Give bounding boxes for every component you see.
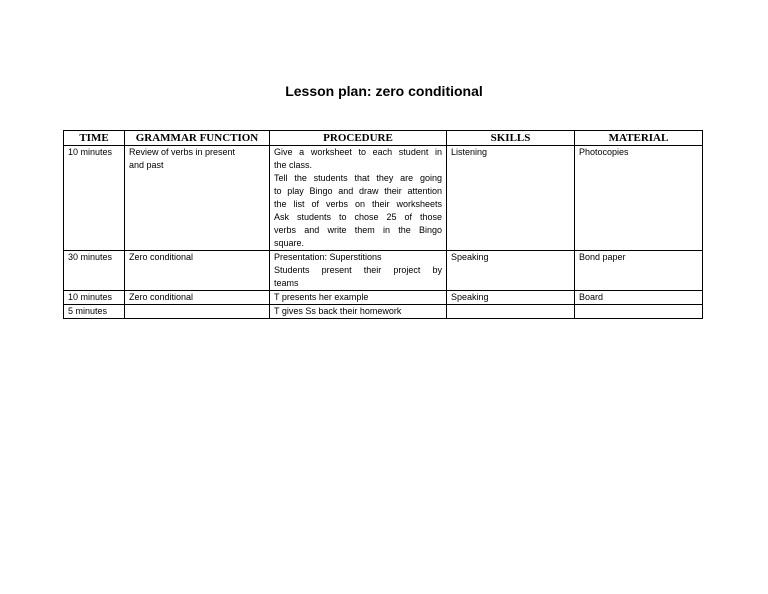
page-title: Lesson plan: zero conditional [285,83,483,99]
cell-skills: Speaking [447,291,575,305]
table-row [64,251,703,291]
cell-procedure [270,305,447,319]
cell-material [575,305,703,319]
cell-grammar-function [125,146,270,251]
header-procedure: PROCEDURE [270,131,447,146]
cell-material: Board [575,291,703,305]
cell-material: Bond paper [575,251,703,291]
procedure-line: teams [274,278,299,288]
table-row [64,146,703,251]
cell-skills: Listening [447,146,575,251]
header-skills: SKILLS [447,131,575,146]
procedure-line: to play Bingo and draw their attention [274,186,442,196]
table-row [64,305,703,319]
cell-procedure [270,251,447,291]
procedure-line: verbs and write them in the Bingo [274,225,442,235]
procedure-line: the class. [274,160,313,170]
procedure-line: T gives Ss back their homework [274,306,402,316]
cell-time: 10 minutes [64,291,125,305]
function-line: Zero conditional [129,292,194,302]
cell-skills: Speaking [447,251,575,291]
table-header-row [64,131,703,146]
function-line: and past [129,160,164,170]
cell-procedure [270,291,447,305]
cell-grammar-function [125,251,270,291]
header-time: TIME [64,131,125,146]
cell-grammar-function [125,305,270,319]
header-grammar-function: GRAMMAR FUNCTION [125,131,270,146]
procedure-line: square. [274,238,305,248]
procedure-line: the list of verbs on their worksheets [274,199,442,209]
cell-time: 30 minutes [64,251,125,291]
cell-procedure [270,146,447,251]
procedure-line: Tell the students that they are going [274,173,442,183]
cell-time: 10 minutes [64,146,125,251]
procedure-line: Students present their project by [274,265,442,275]
table-row [64,291,703,305]
cell-skills [447,305,575,319]
function-line: Review of verbs in present [129,147,236,157]
cell-material: Photocopies [575,146,703,251]
procedure-line: Give a worksheet to each student in [274,147,442,157]
cell-time: 5 minutes [64,305,125,319]
cell-grammar-function [125,291,270,305]
header-material: MATERIAL [575,131,703,146]
procedure-line: Presentation: Superstitions [274,252,382,262]
procedure-line: T presents her example [274,292,369,302]
lesson-plan-table [63,130,703,319]
procedure-line: Ask students to chose 25 of those [274,212,442,222]
function-line: Zero conditional [129,252,194,262]
